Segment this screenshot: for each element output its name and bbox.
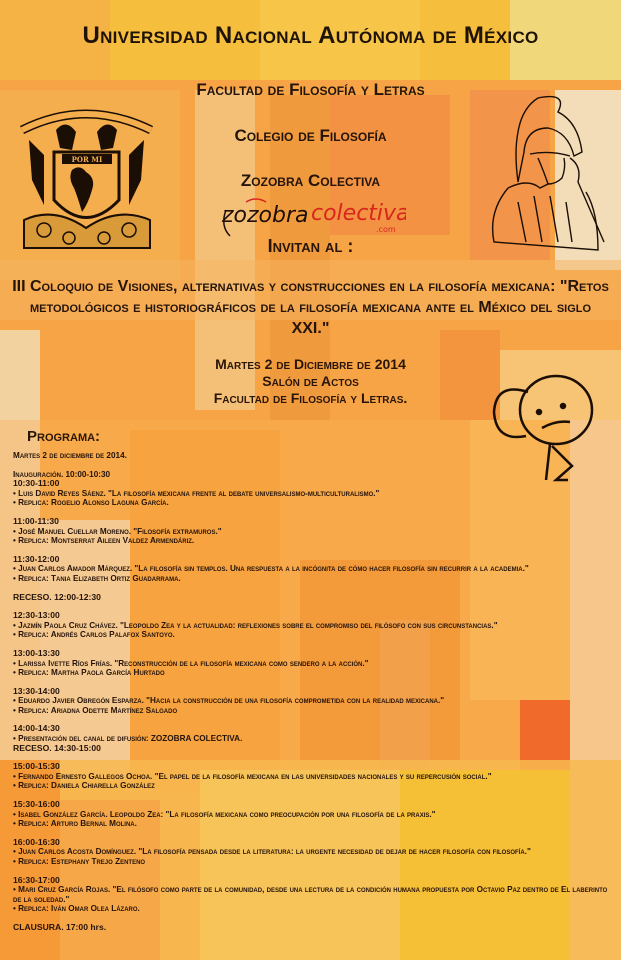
programa-section: CLAUSURA. 17:00 hrs. <box>13 921 107 932</box>
programa-section: 14:00-14:30 • Presentación del canal de difusión: ZOZOBRA COLECTIVA. RECESO. 14:30-15:00 <box>13 723 243 753</box>
programa-section: 15:30-16:00 • Isabel González García. Leopoldo Zea: "La filosofía mexicana como preocupación por una filosofía de la praxis." • Replica: Arturo Bernal Molina. <box>13 799 436 829</box>
programa-list <box>13 451 611 942</box>
programa-section: 16:00-16:30 • Juan Carlos Acosta Domínguez. "La filosofía pensada desde la literatura: la urgente necesidad de dejar de hacer filosofía con filosofía." • Replica: Estephany Trejo Zenteno <box>13 836 531 866</box>
invitation-line: Invitan al : <box>267 236 354 256</box>
event-venue: Salón de Actos <box>262 373 359 389</box>
programa-section: 11:00-11:30 • José Manuel Cuellar Moreno. "Filosofía extramuros." • Replica: Montserrat Aileen Valdez Armendáriz. <box>13 515 222 546</box>
programa-section: 13:00-13:30 • Larissa Ivette Ríos Frías. "Reconstrucción de la filosofía mexicana como sendero a la acción." • Replica: Martha Paola García Hurtado <box>13 647 369 678</box>
programa-section: Inauguración. 10:00-10:30 10:30-11:00 • Luis David Reyes Sáenz. "La filosofía mexicana frente al debate universalismo-multiculturalismo." • Replica: Rogelio Alonso Laguna García. <box>13 469 380 508</box>
university-title: Universidad Nacional Autónoma de México <box>82 22 539 49</box>
faculty-title: Facultad de Filosofía y Letras <box>196 80 425 99</box>
programa-section: RECESO. 12:00-12:30 <box>13 591 101 602</box>
college-title: Colegio de Filosofía <box>234 126 387 145</box>
svg-text:POR MI: POR MI <box>71 155 103 164</box>
svg-text:zozobra: zozobra <box>222 203 309 228</box>
programa-section: 11:30-12:00 • Juan Carlos Amador Márquez. "La filosofía sin templos. Una respuesta a la incógnita de cómo hacer filosofía sin recurrir a la academia." • Replica: Tania Elizabeth Ortiz Guadarrama. <box>13 553 529 583</box>
programa-section: 15:00-15:30 • Fernando Ernesto Gallegos Ochoa. "El papel de la filosofía mexicana en las universidades nacionales y su repercusión social." • Replica: Daniela Chiarella González <box>13 761 492 791</box>
programa-title: Programa: <box>27 428 101 445</box>
event-title: III Coloquio de Visiones, alternativas y construcciones en la filosofía mexicana: "Retos metodológicos e historiográficos de la filosofía mexicana ante el México del siglo XXI." <box>12 278 609 337</box>
programa-section: 16:30-17:00 • Mari Cruz García Rojas. "El filósofo como parte de la comunidad, desde una lectura de la condición humana propuesta por Octavio Paz dentro de El laberinto de la soledad." • Replica: Iván Omar Olea Lázaro. <box>13 874 608 914</box>
zozobra-logo <box>216 196 406 238</box>
svg-text:.com: .com <box>376 225 396 234</box>
programa-section: 13:30-14:00 • Eduardo Javier Obregón Esparza. "Hacia la construcción de una filosofía comprometida con la realidad mexicana." • Replica: Ariadna Odette Martínez Salgado <box>13 685 445 715</box>
event-date: Martes 2 de Diciembre de 2014 <box>215 356 406 372</box>
unam-seal-icon <box>14 100 159 250</box>
svg-text:colectiva: colectiva <box>311 201 406 226</box>
programa-date: Martes 2 de diciembre de 2014. <box>13 451 127 460</box>
athena-drawing-icon <box>478 92 618 254</box>
programa-section: 12:30-13:00 • Jazmín Paola Cruz Chávez. "Leopoldo Zea y la actualidad: reflexiones sobre el compromiso del filósofo con sus circunstancias." • Replica: Andrés Carlos Palafox Santoyo. <box>13 610 498 640</box>
event-faculty: Facultad de Filosofía y Letras. <box>213 390 408 406</box>
collective-title: Zozobra Colectiva <box>240 171 381 190</box>
